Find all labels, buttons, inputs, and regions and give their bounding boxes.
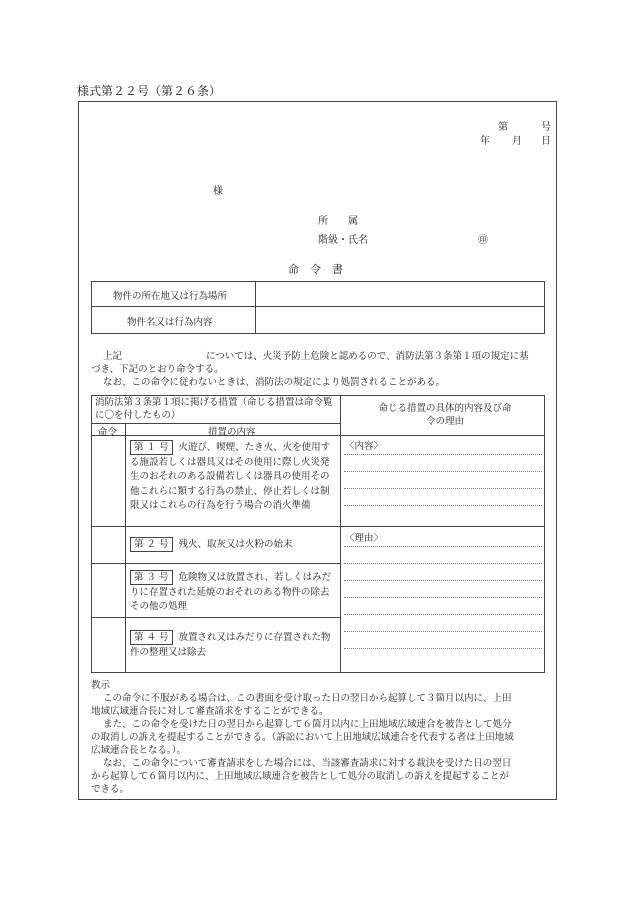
location-label: 物件の所在地又は行為場所	[113, 291, 228, 302]
intro-line-2: づき、下記のとおり命令する。	[91, 364, 224, 375]
date-month: 月	[512, 136, 522, 147]
measure-item-2	[130, 537, 337, 553]
measure-tag-1: 第 １ 号	[130, 440, 173, 455]
property-name-field[interactable]	[258, 309, 542, 331]
order-cell-item-3[interactable]	[93, 565, 123, 615]
notice-p3-line2: から起算して６箇月以内に、上田地域広域連合を被告として処分の取消しの訴えを提起することが	[91, 771, 510, 782]
measures-table-center-divider	[340, 395, 341, 673]
location-field[interactable]	[258, 284, 542, 304]
addressee-honorific: 様	[213, 186, 223, 197]
notice-p2-line1: また、この命令を受けた日の翌日から起算して６箇月以内に上田地域広域連合を被告として処分	[103, 719, 512, 730]
measure-tag-3: 第 ３ 号	[130, 570, 173, 585]
notice-p3-line3: できる。	[91, 784, 130, 795]
measure-tag-4: 第 ４ 号	[130, 630, 173, 645]
measures-header-right: 命じる措置の具体的内容及び命令の理由	[378, 403, 512, 427]
content-field[interactable]	[343, 448, 543, 522]
notice-p1-line1: この命令に不服がある場合は、この書面を受け取った日の翌日から起算して３箇月以内に、上田	[103, 693, 512, 704]
measures-header-left: 消防法第３条第１項に掲げる措置（命じる措置は命令覧に〇を付したもの）	[95, 397, 333, 421]
order-cell-item-4[interactable]	[93, 619, 123, 671]
measure-text-3: 危険物又は放置され、若しくはみだりに存置された延焼のおそれのある物件の除去その他の処理	[130, 572, 332, 612]
number-prefix: 第	[498, 122, 508, 133]
measure-item-3	[130, 570, 337, 615]
seal-mark: ㊞	[478, 235, 488, 246]
notice-p3-line1: なお、この命令について審査請求をした場合には、当該審査請求に対する裁決を受けた日の翌日	[103, 758, 512, 769]
measure-text-4: 放置され又はみだりに存置された物件の整理又は除去	[130, 632, 331, 658]
notice-p2-line3: 広域連合長となる。）。	[91, 745, 187, 756]
reason-label: 〈理由〉	[345, 533, 384, 544]
date-day: 日	[541, 136, 551, 147]
property-table-col-divider	[255, 281, 256, 334]
rank-name-label: 階級・氏名	[318, 235, 368, 246]
content-label: 〈内容〉	[345, 441, 384, 452]
affiliation-label: 所 属	[318, 216, 358, 227]
notice-p2-line2: の取消しの訴えを提起することができる。（訴訟において上田地域広域連合を代表する者は上田地域	[91, 732, 514, 743]
col-content: 措置の内容	[208, 427, 256, 438]
property-name-label: 物件名又は行為内容	[127, 317, 213, 328]
number-suffix: 号	[541, 122, 551, 133]
intro-prefix: 上記	[103, 351, 123, 362]
measures-row-divider-2	[91, 563, 340, 564]
order-cell-item-2[interactable]	[93, 528, 123, 561]
measure-tag-2: 第 ２ 号	[130, 537, 173, 552]
form-number: 様式第２２号（第２６条）	[77, 84, 222, 98]
measure-text-1: 火遊び、喫煙、たき火、火を使用する施設若しくは器具又はその使用に際し火災発生のおそれのある設備若しくは器具の使用その他これらに類する行為の禁止、停止若しくは制限又はこれらの行為を行う場合の消火準備	[130, 442, 331, 511]
measures-header-divider-2	[91, 435, 545, 436]
measure-text-2: 残火、取灰又は火粉の始末	[178, 539, 293, 550]
reason-field[interactable]	[343, 543, 543, 669]
measures-right-divider	[340, 526, 545, 527]
property-table-row-divider	[91, 306, 545, 307]
notice-p1-line2: 地域広域連合長に対して審査請求をすることができる。	[91, 706, 329, 717]
intro-line-1: については、火災予防上危険と認めるので、消防法第３条第１項の規定に基	[206, 351, 529, 362]
col-order: 命令	[98, 427, 118, 438]
date-year: 年	[480, 136, 490, 147]
measure-item-4	[130, 630, 337, 660]
document-title: 命 令 書	[288, 263, 343, 276]
measures-row-divider-3	[91, 617, 340, 618]
order-cell-item-1[interactable]	[93, 438, 123, 524]
measures-order-col-divider	[125, 423, 126, 673]
notice-heading: 教示	[91, 680, 111, 691]
measure-item-1	[130, 440, 337, 514]
measures-row-divider-1	[91, 526, 340, 527]
penalty-note: なお、この命令に従わないときは、消防法の規定により処罰されることがある。	[103, 377, 446, 388]
